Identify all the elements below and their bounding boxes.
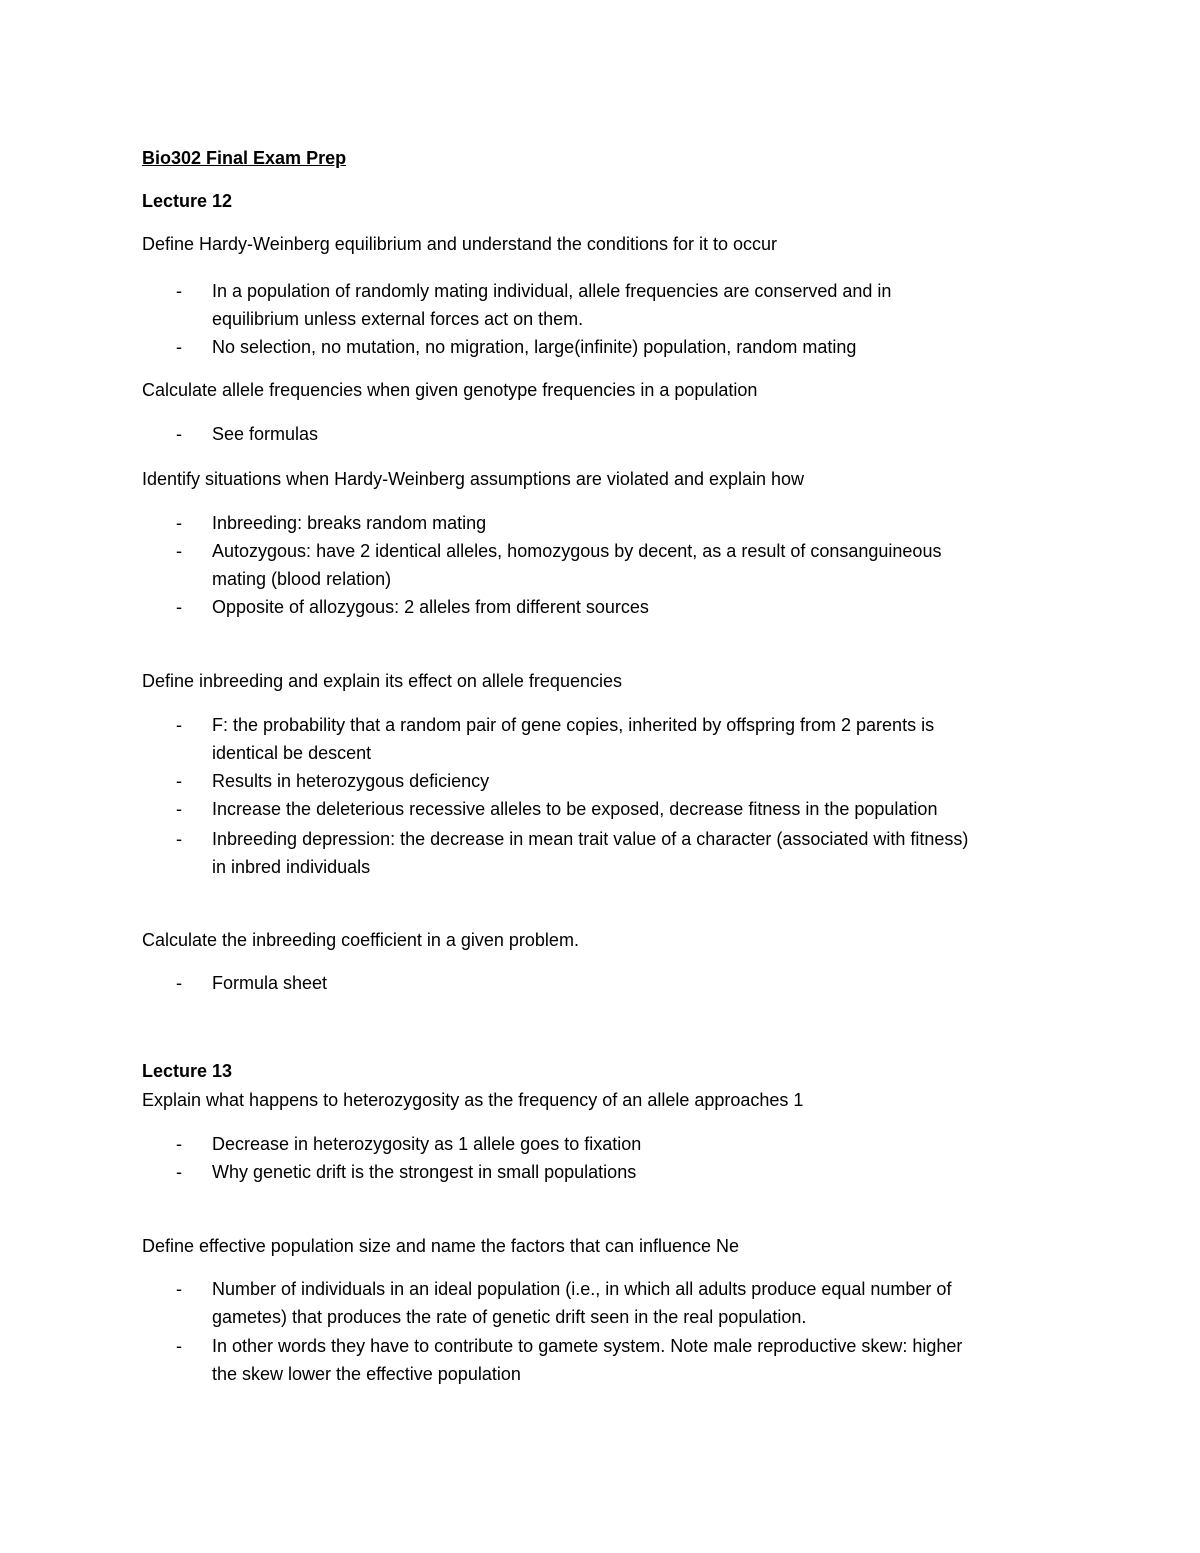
bullet-text: In other words they have to contribute to gamete system. Note male reproductive skew: higher [212,1336,963,1356]
bullet-text-continued: equilibrium unless external forces act on them. [212,309,584,329]
question-heterozygosity: Explain what happens to heterozygosity as the frequency of an allele approaches 1 [142,1090,804,1110]
bullet-text: Inbreeding: breaks random mating [212,513,487,533]
bullet-dash: - [176,771,182,791]
lecture-13-heading: Lecture 13 [142,1061,233,1081]
bullet-dash: - [176,1162,182,1182]
question-allele-frequencies: Calculate allele frequencies when given genotype frequencies in a population [142,380,758,400]
bullet-text: Formula sheet [212,973,328,993]
bullet-text: Why genetic drift is the strongest in small populations [212,1162,637,1182]
bullet-text-continued: in inbred individuals [212,857,371,877]
bullet-text: F: the probability that a random pair of gene copies, inherited by offspring from 2 parents is [212,715,935,735]
question-inbreeding-coefficient: Calculate the inbreeding coefficient in a given problem. [142,930,579,950]
bullet-dash: - [176,337,182,357]
document-title: Bio302 Final Exam Prep [142,148,347,168]
bullet-text-continued: the skew lower the effective population [212,1364,521,1384]
bullet-text: Increase the deleterious recessive alleles to be exposed, decrease fitness in the population [212,799,938,819]
bullet-dash: - [176,281,182,301]
bullet-text: Decrease in heterozygosity as 1 allele goes to fixation [212,1134,642,1154]
bullet-text: In a population of randomly mating individual, allele frequencies are conserved and in [212,281,892,301]
bullet-text-continued: gametes) that produces the rate of genetic drift seen in the real population. [212,1307,807,1327]
bullet-dash: - [176,829,182,849]
bullet-text: No selection, no mutation, no migration, large(infinite) population, random mating [212,337,857,357]
question-hardy-weinberg: Define Hardy-Weinberg equilibrium and understand the conditions for it to occur [142,234,778,254]
question-inbreeding: Define inbreeding and explain its effect on allele frequencies [142,671,622,691]
bullet-text: Opposite of allozygous: 2 alleles from different sources [212,597,649,617]
bullet-text-continued: identical be descent [212,743,372,763]
bullet-text: Autozygous: have 2 identical alleles, homozygous by decent, as a result of consanguineous [212,541,942,561]
bullet-dash: - [176,973,182,993]
question-effective-population: Define effective population size and name the factors that can influence Ne [142,1236,740,1256]
bullet-dash: - [176,541,182,561]
bullet-dash: - [176,799,182,819]
bullet-text: Results in heterozygous deficiency [212,771,490,791]
bullet-dash: - [176,715,182,735]
bullet-text-continued: mating (blood relation) [212,569,392,589]
bullet-dash: - [176,1279,182,1299]
bullet-dash: - [176,1134,182,1154]
bullet-text: Inbreeding depression: the decrease in mean trait value of a character (associated with fitness) [212,829,969,849]
question-hw-violations: Identify situations when Hardy-Weinberg assumptions are violated and explain how [142,469,805,489]
bullet-dash: - [176,1336,182,1356]
bullet-dash: - [176,513,182,533]
bullet-text: See formulas [212,424,319,444]
bullet-dash: - [176,597,182,617]
bullet-dash: - [176,424,182,444]
lecture-12-heading: Lecture 12 [142,191,233,211]
bullet-text: Number of individuals in an ideal population (i.e., in which all adults produce equal number of [212,1279,952,1299]
